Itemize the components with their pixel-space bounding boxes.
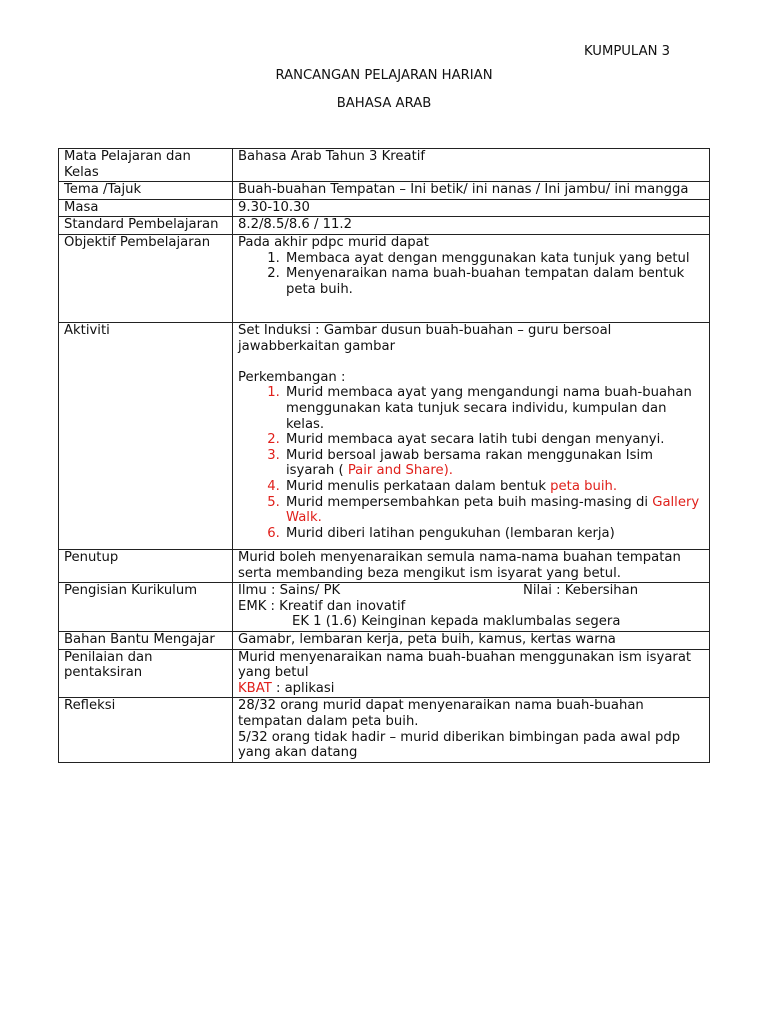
highlight-text: Pair and Share). (347, 463, 453, 479)
document-subtitle: BAHASA ARAB (336, 96, 432, 111)
value-cell: Bahasa Arab Tahun 3 Kreatif (233, 149, 710, 182)
ilmu-text: Ilmu : Sains/ PK (238, 583, 341, 599)
value-cell (233, 583, 710, 632)
highlight-text: Gallery Walk. (286, 494, 700, 526)
penilaian-text: Murid menyenaraikan nama buah-buahan menggunakan ism isyarat yang betul (238, 649, 692, 681)
emk-text: EMK : Kreatif dan inovatif (238, 598, 406, 614)
kbat-value: : aplikasi (271, 680, 335, 696)
ek-text: EK 1 (1.6) Keinginan kepada maklumbalas segera (292, 614, 621, 630)
value-cell (233, 234, 710, 322)
highlight-text: peta buih. (550, 478, 618, 494)
value-cell (233, 698, 710, 762)
value-cell: 8.2/8.5/8.6 / 11.2 (233, 217, 710, 235)
row-tema (59, 182, 710, 200)
refleksi-line: 28/32 orang murid dapat menyenaraikan nama buah-buahan tempatan dalam peta buih. (238, 698, 644, 729)
kbat-label: KBAT (238, 680, 272, 696)
row-objektif (59, 234, 710, 322)
label-cell: Penutup (59, 549, 233, 582)
value-cell: 9.30-10.30 (233, 199, 710, 217)
list-item: 4. Murid menulis perkataan dalam bentuk peta buih. (284, 479, 705, 495)
label-cell: Objektif Pembelajaran (59, 234, 233, 322)
row-penutup (59, 549, 710, 582)
list-item: 5. Murid mempersembahkan peta buih masing-masing di Gallery Walk. (284, 495, 705, 526)
label-cell: Mata Pelajaran dan Kelas (59, 149, 233, 182)
list-item: 2. Menyenaraikan nama buah-buahan tempatan dalam bentuk peta buih. (284, 266, 705, 297)
label-cell: Pengisian Kurikulum (59, 583, 233, 632)
value-cell (233, 649, 710, 698)
aktiviti-list (238, 385, 705, 541)
set-induksi: Set Induksi : Gambar dusun buah-buahan – guru bersoal jawabberkaitan gambar (238, 322, 612, 354)
list-item: 3. Murid bersoal jawab bersama rakan menggunakan Isim isyarah ( Pair and Share). (284, 448, 705, 479)
perkembangan-label: Perkembangan : (238, 369, 346, 385)
label-cell: Standard Pembelajaran (59, 217, 233, 235)
label-cell: Masa (59, 199, 233, 217)
value-cell: Buah-buahan Tempatan – Ini betik/ ini nanas / Ini jambu/ ini mangga (233, 182, 710, 200)
value-cell (233, 322, 710, 549)
list-item: 6. Murid diberi latihan pengukuhan (lembaran kerja) (284, 526, 705, 542)
value-cell: Murid boleh menyenaraikan semula nama-nama buahan tempatan serta membanding beza mengikut ism isyarat yang betul. (233, 549, 710, 582)
row-standard (59, 217, 710, 235)
document-title: RANCANGAN PELAJARAN HARIAN (275, 68, 493, 83)
refleksi-line: 5/32 orang tidak hadir – murid diberikan bimbingan pada awal pdp yang akan datang (238, 729, 681, 761)
label-cell: Penilaian dan pentaksiran (59, 649, 233, 698)
list-item: 1. Membaca ayat dengan menggunakan kata tunjuk yang betul (284, 251, 705, 267)
nilai-text: Nilai : Kebersihan (523, 583, 639, 599)
value-cell: Gamabr, lembaran kerja, peta buih, kamus, kertas warna (233, 631, 710, 649)
group-label: KUMPULAN 3 (584, 44, 671, 59)
row-refleksi (59, 698, 710, 762)
label-cell: Bahan Bantu Mengajar (59, 631, 233, 649)
list-item: 2. Murid membaca ayat secara latih tubi dengan menyanyi. (284, 432, 705, 448)
label-cell: Aktiviti (59, 322, 233, 549)
row-penilaian (59, 649, 710, 698)
label-cell: Refleksi (59, 698, 233, 762)
list-item: 1. Murid membaca ayat yang mengandungi nama buah-buahan menggunakan kata tunjuk secara individu, kumpulan dan kelas. (284, 385, 705, 432)
row-bahan (59, 631, 710, 649)
row-aktiviti (59, 322, 710, 549)
row-masa (59, 199, 710, 217)
objektif-intro: Pada akhir pdpc murid dapat (238, 234, 429, 250)
label-cell: Tema /Tajuk (59, 182, 233, 200)
row-kurikulum (59, 583, 710, 632)
row-mata-pelajaran (59, 149, 710, 182)
objektif-list (238, 251, 705, 298)
lesson-plan-table (58, 148, 710, 763)
